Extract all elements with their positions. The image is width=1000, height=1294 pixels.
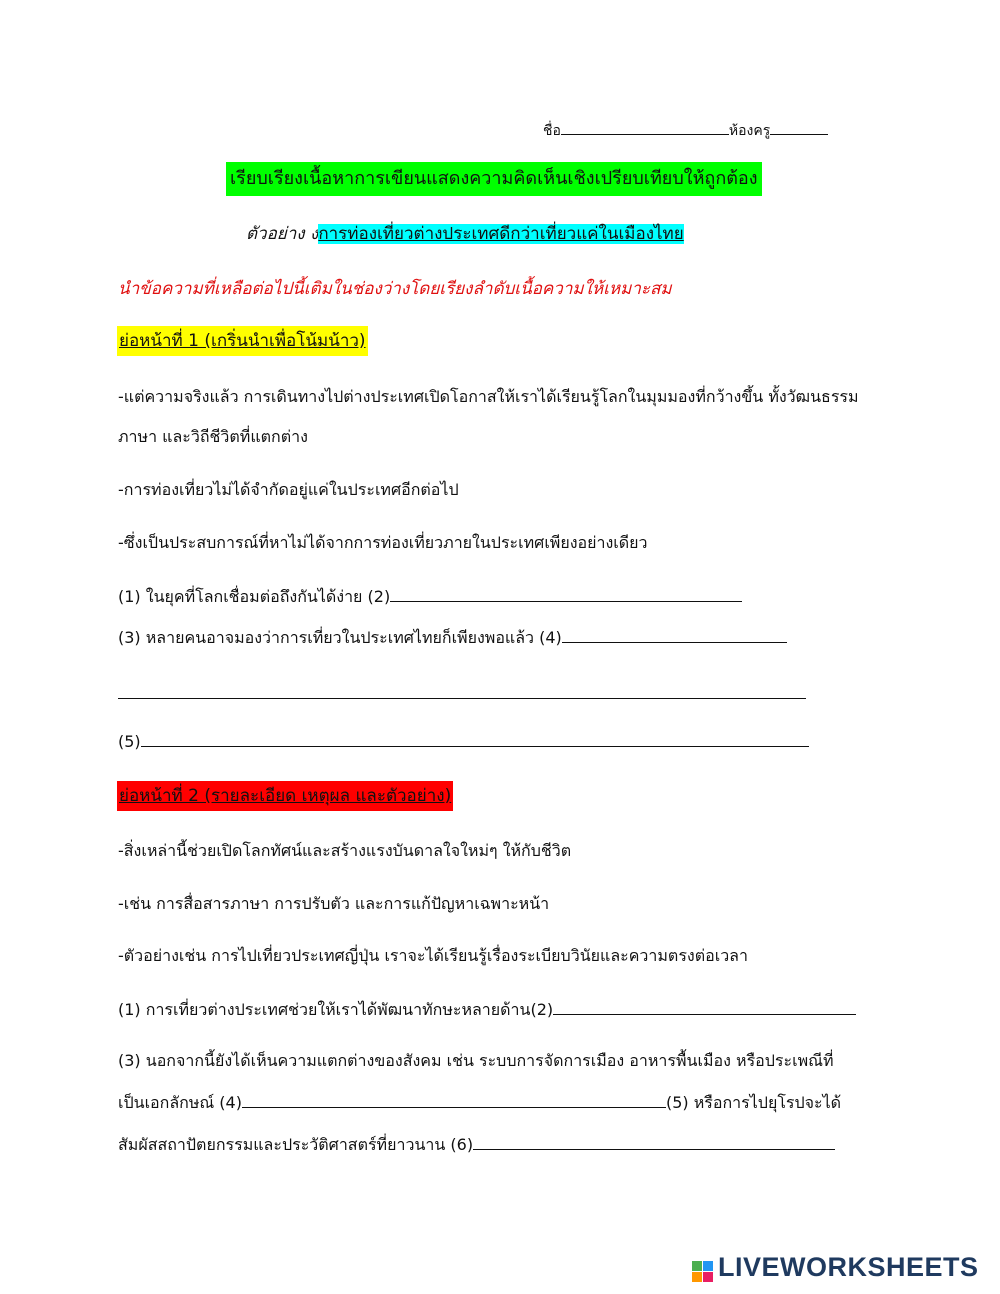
blank-s2-6[interactable] <box>473 1133 835 1150</box>
room-blank[interactable] <box>770 118 828 135</box>
name-label: ชื่อ <box>543 123 561 139</box>
name-room-row <box>543 118 828 142</box>
section1-option-3: -ซึ่งเป็นประสบการณ์ที่หาไม่ได้จากการท่องเที่ยวภายในประเทศเพียงอย่างเดียว <box>118 533 648 552</box>
page-title: เรียบเรียงเนื้อหาการเขียนแสดงความคิดเห็นเชิงเปรียบเทียบให้ถูกต้อง <box>226 162 762 196</box>
example-prefix: ตัวอย่าง ง <box>246 224 319 244</box>
section2-heading: ย่อหน้าที่ 2 (รายละเอียด เหตุผล และตัวอย่าง) <box>117 781 453 811</box>
section1-line-2 <box>118 626 787 649</box>
section1-line-5 <box>118 730 809 753</box>
section1-line-2-text: (3) หลายคนอาจมองว่าการเที่ยวในประเทศไทยก็เพียงพอแล้ว (4) <box>118 628 562 647</box>
section2-line-3c <box>118 1133 835 1156</box>
instruction-text: นำข้อความที่เหลือต่อไปนี้เติมในช่องว่างโดยเรียงลำดับเนื้อความให้เหมาะสม <box>118 279 672 299</box>
section2-line-3c-text: สัมผัสสถาปัตยกรรมและประวัติศาสตร์ที่ยาวนาน (6) <box>118 1135 474 1154</box>
section2-line-3b <box>118 1091 841 1114</box>
section1-line-5-text: (5) <box>118 732 141 751</box>
section2-line-3a: (3) นอกจากนี้ยังได้เห็นความแตกต่างของสังคม เช่น ระบบการจัดการเมือง อาหารพื้นเมือง หรือประเพณีที่ <box>118 1051 834 1070</box>
blank-s1-4-cont[interactable] <box>118 682 806 699</box>
section1-heading: ย่อหน้าที่ 1 (เกริ่นนำเพื่อโน้มน้าว) <box>117 326 368 356</box>
example-row <box>246 223 684 245</box>
section1-option-1-cont: ภาษา และวิถีชีวิตที่แตกต่าง <box>118 427 308 446</box>
section2-line-1 <box>118 998 856 1021</box>
section2-option-3: -ตัวอย่างเช่น การไปเที่ยวประเทศญี่ปุ่น เราจะได้เรียนรู้เรื่องระเบียบวินัยและความตรงต่อเวลา <box>118 946 748 965</box>
liveworksheets-logo-icon <box>692 1261 714 1283</box>
blank-s2-4[interactable] <box>242 1091 666 1108</box>
blank-s1-2[interactable] <box>390 585 742 602</box>
section1-option-1: -แต่ความจริงแล้ว การเดินทางไปต่างประเทศเปิดโอกาสให้เราได้เรียนรู้โลกในมุมมองที่กว้างขึ้น ทั้งวัฒนธรรม <box>118 387 859 406</box>
section2-line-3b-pre: เป็นเอกลักษณ์ (4) <box>118 1093 242 1112</box>
section2-option-2: -เช่น การสื่อสารภาษา การปรับตัว และการแก้ปัญหาเฉพาะหน้า <box>118 894 550 913</box>
liveworksheets-logo <box>692 1252 979 1283</box>
section1-line-1 <box>118 585 742 608</box>
section1-option-2: -การท่องเที่ยวไม่ได้จำกัดอยู่แค่ในประเทศอีกต่อไป <box>118 480 459 499</box>
blank-s1-5[interactable] <box>141 730 809 747</box>
name-blank[interactable] <box>561 118 729 135</box>
section1-line-1-text: (1) ในยุคที่โลกเชื่อมต่อถึงกันได้ง่าย (2) <box>118 587 391 606</box>
section2-line-1-text: (1) การเที่ยวต่างประเทศช่วยให้เราได้พัฒนาทักษะหลายด้าน(2) <box>118 1000 554 1019</box>
blank-s1-4[interactable] <box>562 626 787 643</box>
section2-option-1: -สิ่งเหล่านี้ช่วยเปิดโลกทัศน์และสร้างแรงบันดาลใจใหม่ๆ ให้กับชีวิต <box>118 841 572 860</box>
section2-line-3b-post: (5) หรือการไปยุโรปจะได้ <box>665 1093 842 1112</box>
blank-s2-2[interactable] <box>553 998 856 1015</box>
example-topic: การท่องเที่ยวต่างประเทศดีกว่าเที่ยวแค่ในเมืองไทย <box>318 224 684 244</box>
room-label: ห้องครู <box>728 123 771 139</box>
liveworksheets-logo-text: LIVEWORKSHEETS <box>718 1252 979 1282</box>
